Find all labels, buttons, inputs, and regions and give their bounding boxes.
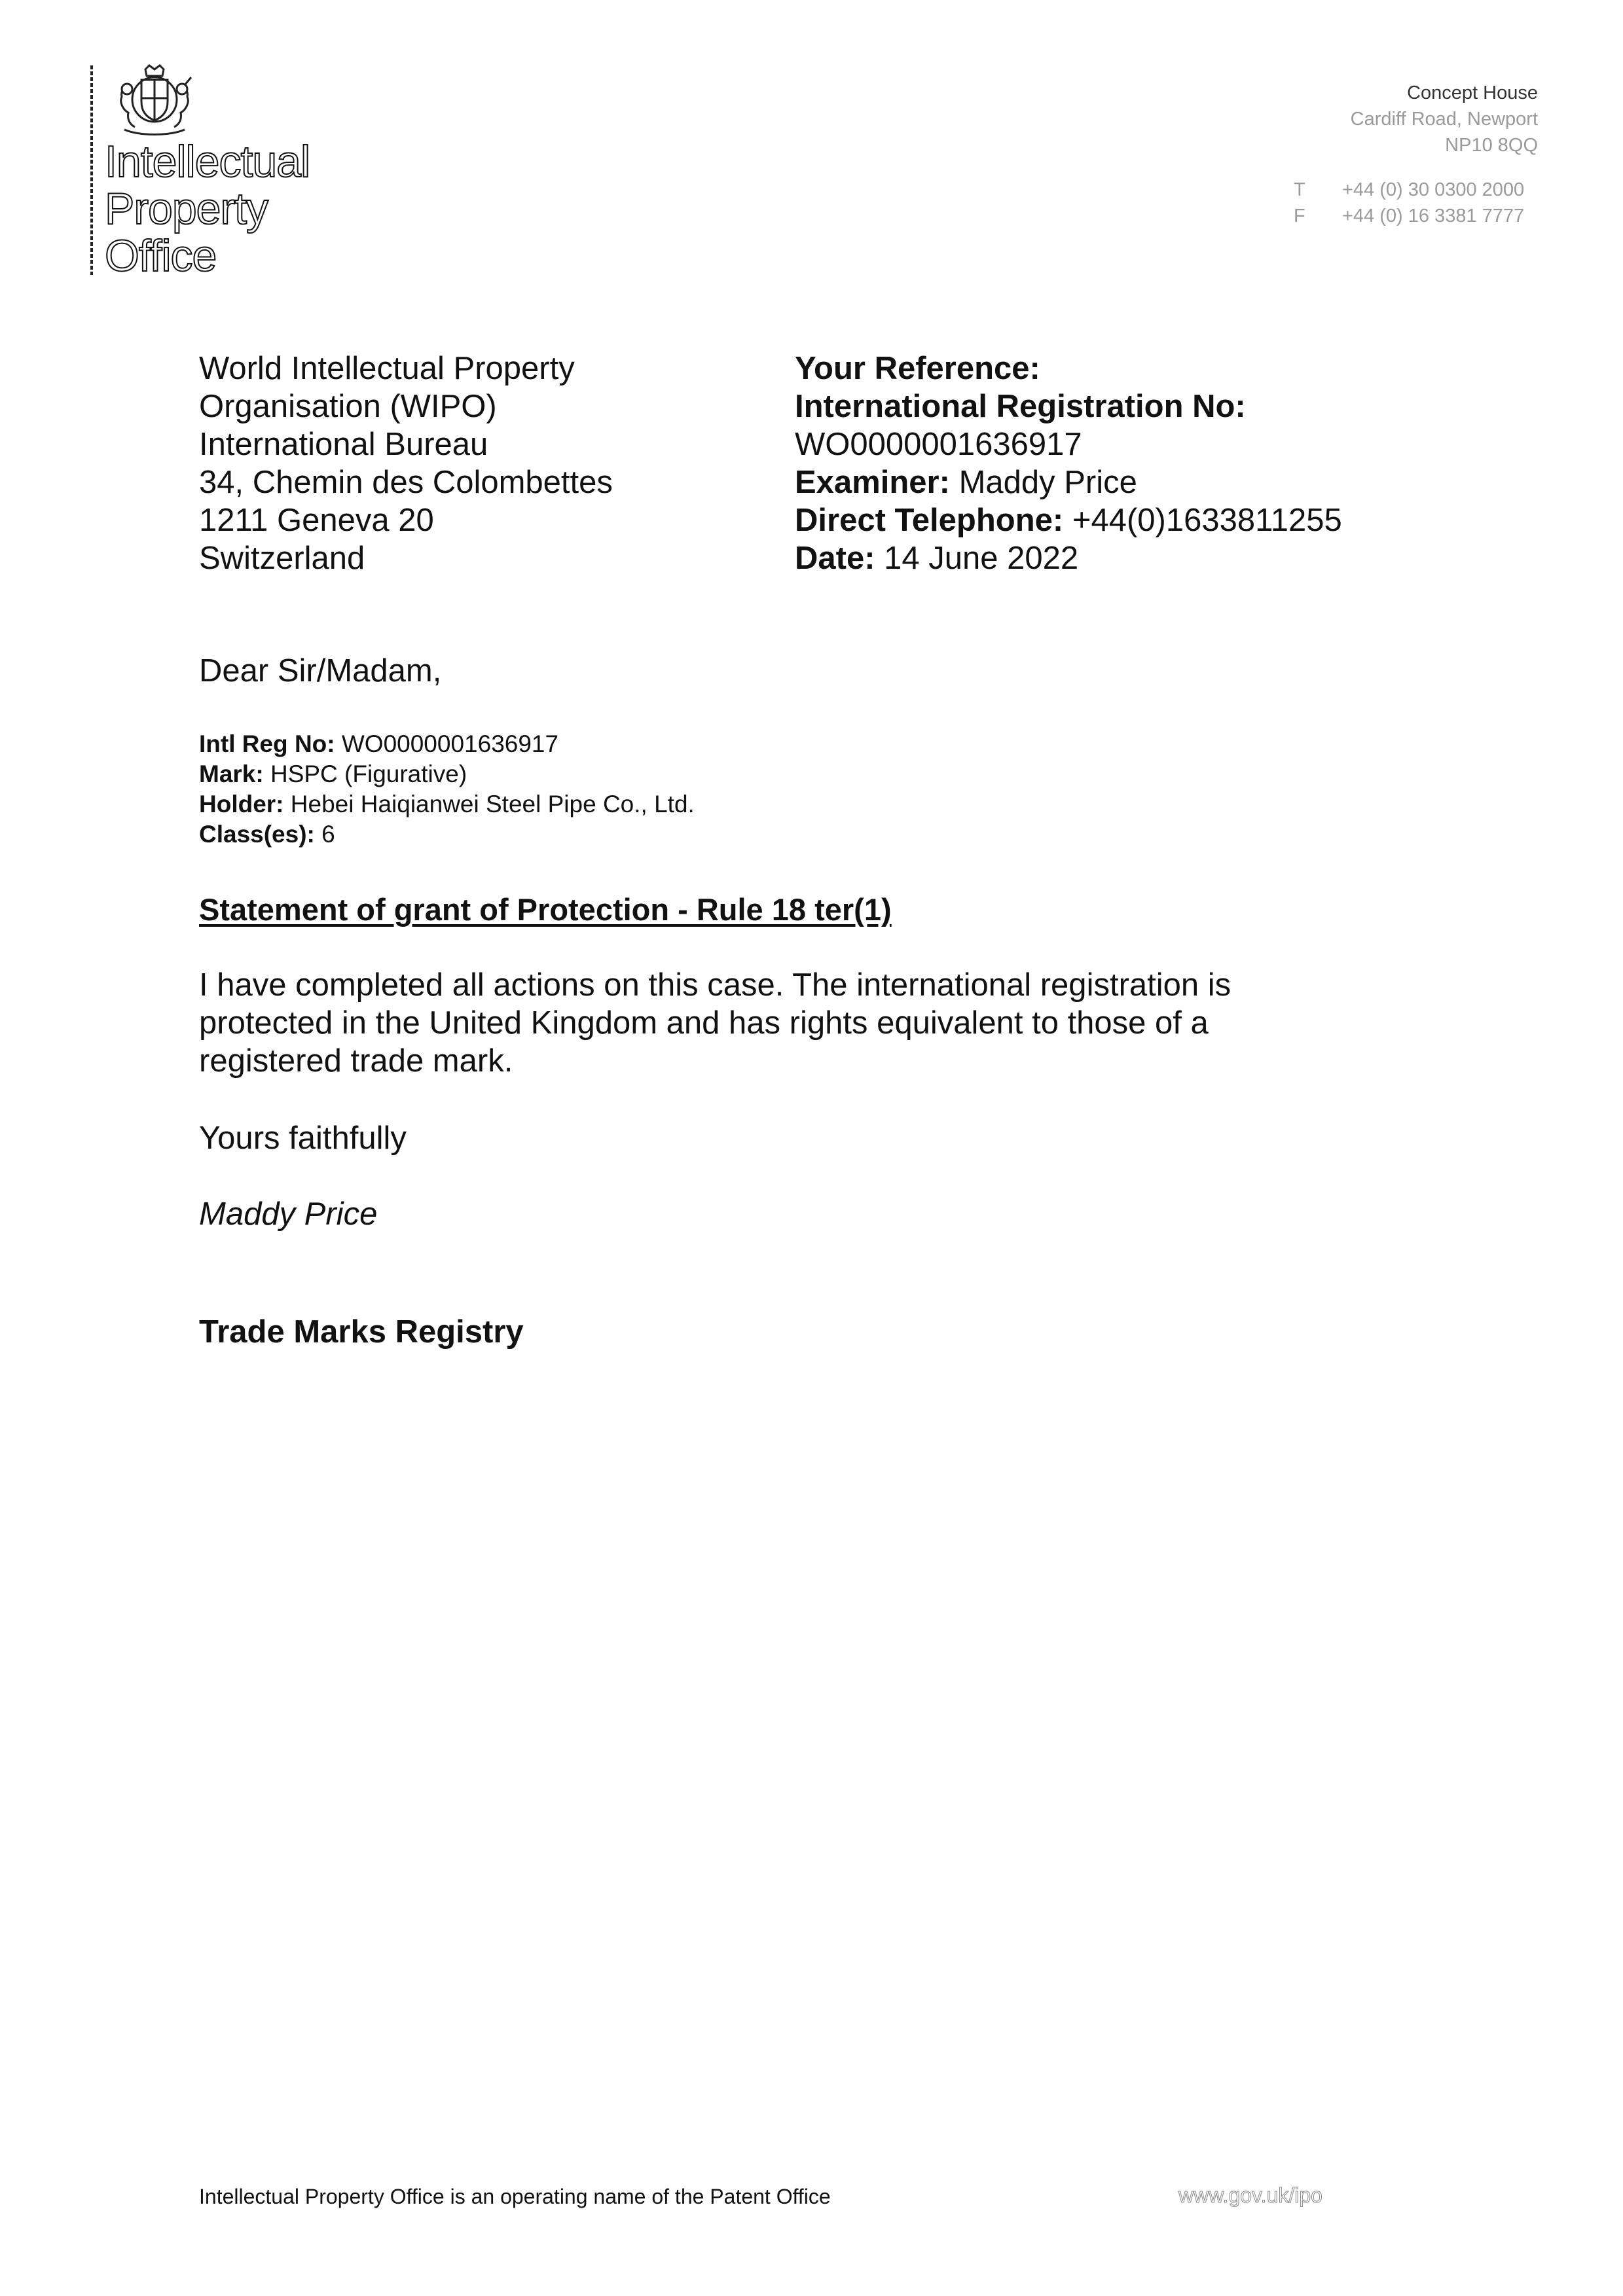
holder-row	[199, 789, 695, 819]
class-label: Class(es):	[199, 821, 315, 848]
department: Trade Marks Registry	[199, 1314, 524, 1350]
examiner-label: Examiner:	[795, 465, 950, 500]
signature: Maddy Price	[199, 1196, 378, 1232]
contact-address	[1145, 80, 1538, 158]
recipient-address	[199, 350, 613, 577]
logo-divider	[90, 65, 93, 275]
phone-label: T	[1294, 179, 1305, 200]
logo-line-2: Property	[105, 184, 268, 234]
body-line: registered trade mark.	[199, 1043, 513, 1079]
recipient-line: Organisation (WIPO)	[199, 389, 497, 424]
royal-coat-of-arms-icon	[113, 64, 196, 137]
intl-reg-value: WO0000001636917	[795, 427, 1082, 462]
date-label: Date:	[795, 541, 875, 576]
phone-number: +44 (0) 30 0300 2000	[1342, 179, 1525, 200]
footer-note: Intellectual Property Office is an operating name of the Patent Office	[199, 2185, 831, 2208]
holder-label: Holder:	[199, 791, 284, 817]
statement-heading: Statement of grant of Protection - Rule 18 ter(1)	[199, 892, 892, 927]
logo-line-1: Intellectual	[105, 137, 310, 187]
mark-reg-value: WO0000001636917	[341, 730, 559, 757]
fax-number: +44 (0) 16 3381 7777	[1342, 206, 1525, 226]
contact-postcode: NP10 8QQ	[1445, 135, 1538, 156]
mark-reg-row	[199, 729, 695, 759]
mark-label: Mark:	[199, 761, 264, 787]
your-reference-label: Your Reference:	[795, 351, 1040, 386]
mark-details	[199, 729, 695, 850]
closing: Yours faithfully	[199, 1121, 407, 1156]
reference-block	[795, 350, 1342, 577]
logo-line-3: Office	[105, 231, 217, 281]
examiner-row	[795, 463, 1342, 501]
telephone-label: Direct Telephone:	[795, 503, 1064, 538]
body-line: I have completed all actions on this case. The international registration is	[199, 967, 1231, 1003]
mark-value: HSPC (Figurative)	[270, 761, 467, 787]
recipient-line: Switzerland	[199, 541, 365, 576]
contact-street: Cardiff Road, Newport	[1350, 109, 1538, 130]
recipient-line: 34, Chemin des Colombettes	[199, 465, 613, 500]
recipient-line: International Bureau	[199, 427, 488, 462]
intl-reg-label: International Registration No:	[795, 389, 1246, 424]
contact-building: Concept House	[1407, 82, 1538, 103]
date-row	[795, 539, 1342, 577]
recipient-line: World Intellectual Property	[199, 351, 575, 386]
telephone-value: +44(0)1633811255	[1072, 503, 1342, 538]
mark-row	[199, 759, 695, 789]
examiner-value: Maddy Price	[958, 465, 1137, 500]
mark-reg-label: Intl Reg No:	[199, 730, 335, 757]
date-value: 14 June 2022	[884, 541, 1079, 576]
footer-url[interactable]: www.gov.uk/ipo	[1178, 2183, 1322, 2207]
body-line: protected in the United Kingdom and has rights equivalent to those of a	[199, 1005, 1209, 1041]
telephone-row	[795, 501, 1342, 539]
holder-value: Hebei Haiqianwei Steel Pipe Co., Ltd.	[290, 791, 695, 817]
recipient-line: 1211 Geneva 20	[199, 503, 434, 538]
class-value: 6	[321, 821, 335, 848]
salutation: Dear Sir/Madam,	[199, 653, 442, 689]
fax-label: F	[1294, 206, 1305, 226]
class-row	[199, 819, 695, 850]
letter-body	[199, 966, 1231, 1080]
